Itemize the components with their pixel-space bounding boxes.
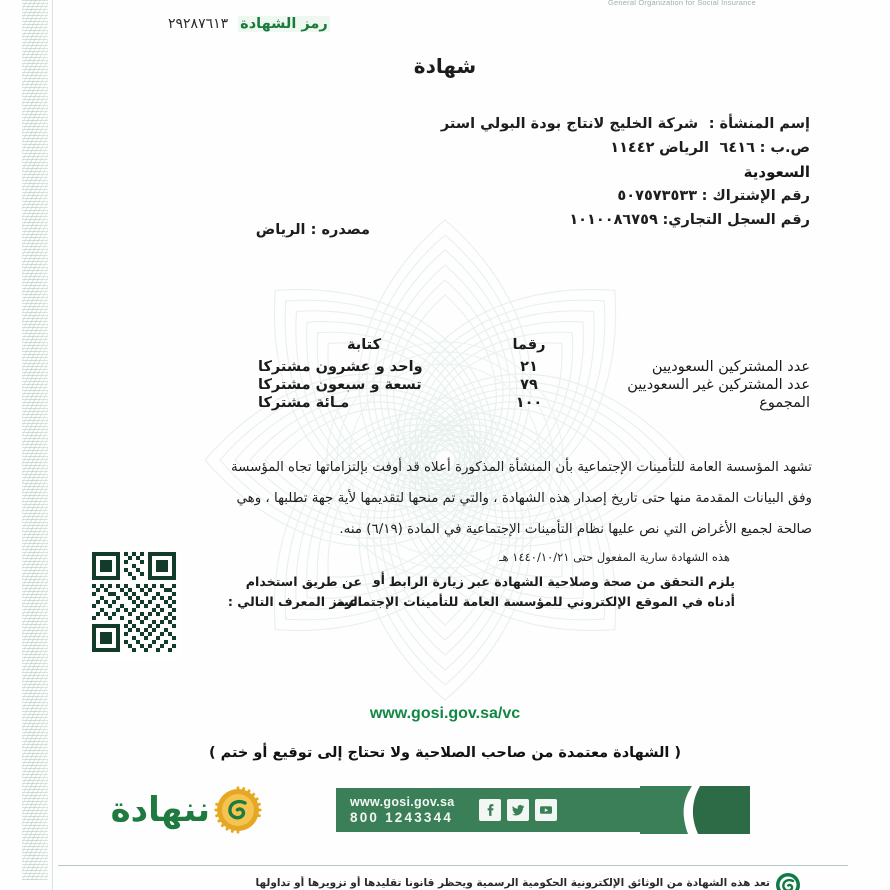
gosi-footer-bar [336,788,666,832]
certificate-code-label: رمز الشهادة [240,16,328,32]
row-written-saudi: واحد و عشرون مشتركا [258,359,423,375]
table-header-number: رقما [512,337,546,353]
source-value: الرياض [255,222,306,238]
qr-code-icon [88,548,180,660]
establishment-name-value: شركة الخليج لانتاج بودة البولي استر [440,116,699,132]
verification-line-1: يلزم التحقق من صحة وصلاحية الشهادة عبر زيارة الرابط [388,574,735,589]
certificate-code-value: ٢٩٢٨٧٦١٣ [168,16,229,32]
footer-divider [58,865,848,866]
youtube-icon[interactable] [535,799,557,821]
establishment-name-label: إسم المنشأة : [708,116,810,132]
certificate-body-text [172,452,812,545]
subscription-label: رقم الإشتراك : [701,188,810,204]
body-line-1: تشهد المؤسسة العامة للتأمينات الإجتماعية بأن المنشأة المذكورة أعلاه قد أوفت بإلتزاماتها تجاه المؤسسة [230,460,812,475]
approval-note: ( الشهادة معتمدة من صاحب الصلاحية ولا تحتاج إلى توقيع أو ختم ) [208,745,682,761]
body-line-2: وفق البيانات المقدمة منها حتى تاريخ إصدار هذه الشهادة ، والتي تم منحها لتقديمها لأية جهة تطلبها ، وهي [236,491,812,506]
row-number-saudi: ٢١ [520,359,538,375]
table-row [258,358,810,376]
footer-swoosh-decoration [640,786,750,834]
verification-line-2: أدناه في الموقع الإلكتروني للمؤسسة العامة للتأمينات الإجتماعية [336,594,735,609]
legal-disclaimer: تعد هذه الشهادة من الوثائق الإلكترونية الحكومية الرسمية ويحظر قانونا تقليدها أو تزويرها أو تداولها [255,877,770,889]
subscribers-table [258,336,810,412]
commercial-registration-row [441,208,810,232]
verification-via-code [227,572,362,612]
footer-phone: 800 1243344 [350,810,454,825]
subscription-row [441,184,810,208]
establishment-name-row [441,112,810,136]
commercial-registration-value: ١٠١٠٠٨٦٧٥٩ [569,212,658,228]
shahadah-logo-text: ننهادة [110,790,210,830]
verification-or-word: أو [372,572,385,587]
social-icons [479,799,557,821]
twitter-icon[interactable] [507,799,529,821]
validity-text: هذه الشهادة سارية المفعول حتى ١٤٤٠/١٠/٢١ هـ [499,550,730,564]
table-row [258,376,810,394]
table-row [258,394,810,412]
shahadah-logo [72,782,262,838]
organization-name-en: General Organization for Social Insurance [608,0,756,7]
facebook-icon[interactable] [479,799,501,821]
pobox-value: ٦٤١٦ [719,140,755,156]
row-label-saudi: عدد المشتركين السعوديين [651,359,810,375]
pobox-label: ص.ب : [759,140,810,156]
footer-contact [336,794,455,826]
commercial-registration-label: رقم السجل التجاري: [662,212,810,228]
city-value: الرياض [659,140,709,156]
row-written-total: مـائة مشتركا [258,395,350,411]
verification-via-line-2: الرمز المعرف التالي : [227,594,362,609]
row-label-non-saudi: عدد المشتركين غير السعوديين [627,377,810,393]
table-header-written: كتابة [346,337,382,353]
table-header-blank [588,336,810,358]
certificate-code [168,16,330,32]
verification-via-line-1: عن طريق استخدام [245,574,362,589]
row-number-total: ١٠٠ [515,395,543,411]
verification-url[interactable]: www.gosi.gov.sa/vc [369,705,521,722]
row-number-non-saudi: ٧٩ [520,377,538,393]
row-label-total: المجموع [759,395,810,411]
source-row [256,222,370,238]
gosi-seal-logo-icon [775,872,801,890]
establishment-info [441,112,810,232]
postal-value: ١١٤٤٢ [610,140,655,156]
source-label: مصدره : [310,222,370,238]
subscription-value: ٥٠٧٥٧٣٥٣٣ [617,188,698,204]
seal-badge-icon [214,786,262,834]
footer-website[interactable]: www.gosi.gov.sa [350,795,455,809]
establishment-pobox-row [441,136,810,160]
country-value: السعودية [743,163,810,181]
page-title: شهادة [413,54,477,78]
qr-code[interactable] [88,548,180,660]
row-written-non-saudi: تسعة و سبعون مشتركا [258,377,422,393]
body-line-3: صالحة لجميع الأغراض التي نص عليها نظام التأمينات الإجتماعية في المادة (٦/١٩) منه. [339,522,812,537]
table-header-row [258,336,810,358]
